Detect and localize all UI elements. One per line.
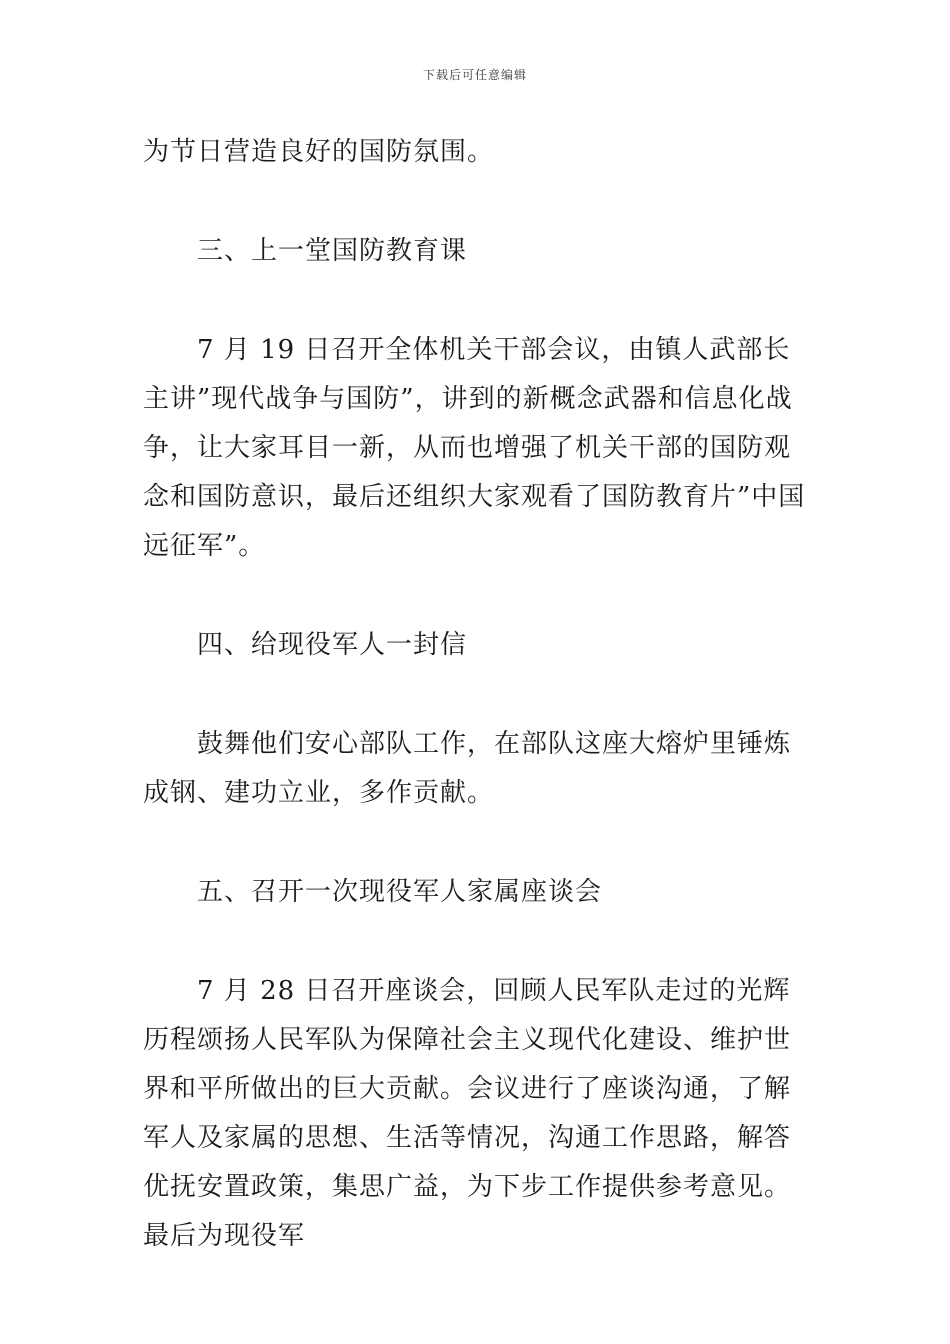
section-heading-4: 四、给现役军人一封信 bbox=[197, 630, 468, 660]
section-heading-5: 五、召开一次现役军人家属座谈会 bbox=[197, 877, 603, 907]
page-header-note: 下载后可任意编辑 bbox=[422, 68, 527, 82]
paragraph-section-4: 鼓舞他们安心部队工作，在部队这座大熔炉里锤炼成钢、建功立业，多作贡献。 bbox=[143, 729, 792, 808]
section-heading-3: 三、上一堂国防教育课 bbox=[197, 236, 468, 266]
paragraph-section-5: 7 月 28 日召开座谈会，回顾人民军队走过的光辉历程颂扬人民军队为保障社会主义现代化建设、维护世界和平所做出的巨大贡献。会议进行了座谈沟通，了解军人及家属的思想、生活等情况，沟通工作思路，解答优抚安置政策，集思广益，为下步工作提供参考意见。最后为现役军 bbox=[143, 976, 792, 1251]
paragraph-intro-tail: 为节日营造良好的国防氛围。 bbox=[143, 137, 495, 167]
document-body bbox=[143, 128, 815, 1261]
paragraph-section-3: 7 月 19 日召开全体机关干部会议，由镇人武部长主讲”现代战争与国防”，讲到的新概念武器和信息化战争，让大家耳目一新，从而也增强了机关干部的国防观念和国防意识，最后还组织大家观看了国防教育片”中国远征军”。 bbox=[143, 335, 806, 561]
